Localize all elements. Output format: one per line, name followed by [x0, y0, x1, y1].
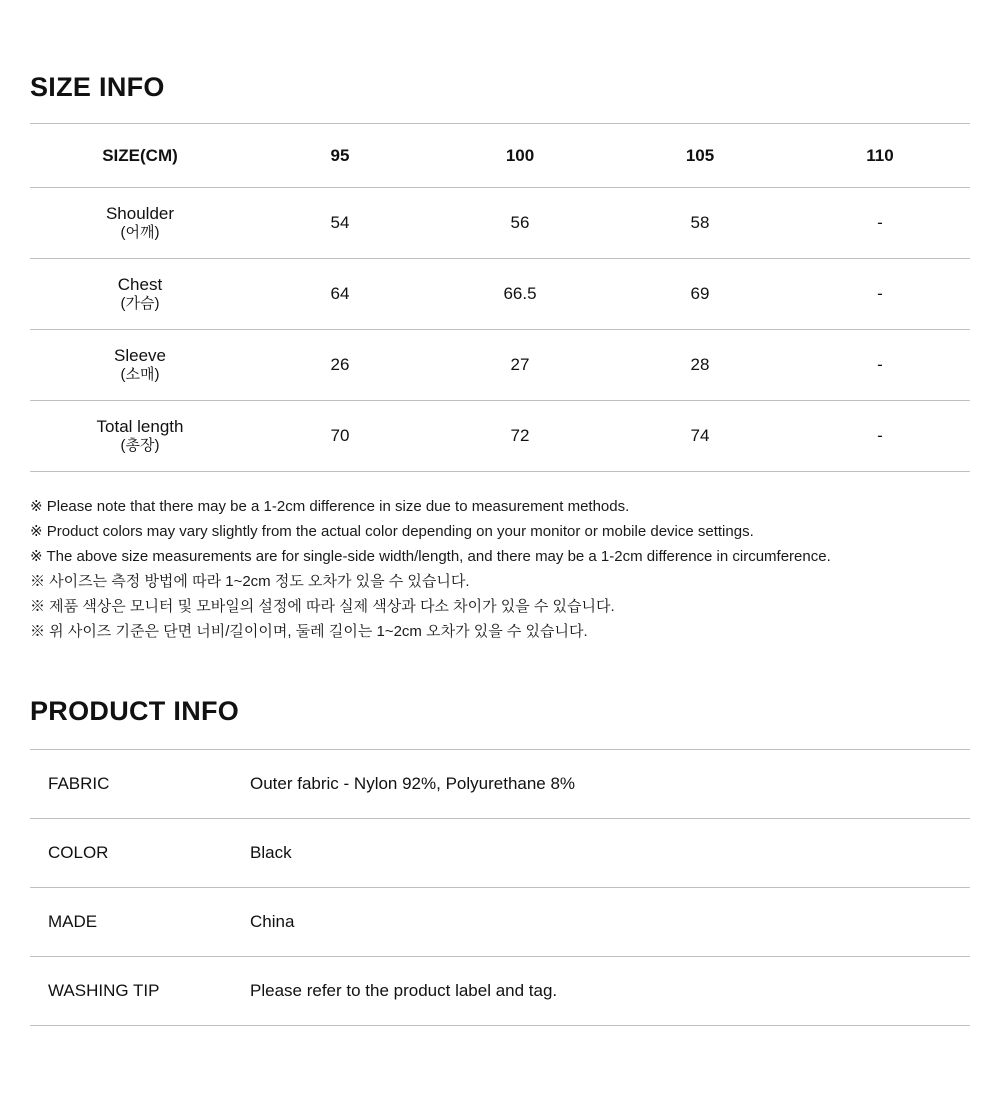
product-info-label-made: MADE — [30, 888, 250, 957]
size-note: ※ 위 사이즈 기준은 단면 너비/길이이며, 둘레 길이는 1~2cm 오차가 있을 수 있습니다. — [30, 623, 588, 640]
size-note: ※ Product colors may vary slightly from the actual color depending on your monitor or mobile device settings. — [30, 523, 754, 540]
size-row-label-shoulder — [30, 188, 250, 259]
size-table-header-size: SIZE(CM) — [30, 124, 250, 188]
size-cell: 27 — [430, 330, 610, 401]
size-note: ※ The above size measurements are for single-side width/length, and there may be a 1-2cm difference in circumference. — [30, 548, 831, 565]
size-row-label-total-length — [30, 401, 250, 472]
product-info-label-washing-tip: WASHING TIP — [30, 957, 250, 1026]
size-row-label-ko: (어깨) — [120, 224, 160, 242]
product-info-label-color: COLOR — [30, 819, 250, 888]
product-info-heading: PRODUCT INFO — [30, 696, 240, 726]
table-row — [30, 888, 970, 957]
product-info-label-fabric: FABRIC — [30, 750, 250, 819]
size-table — [30, 123, 970, 472]
product-info-value-made: China — [250, 888, 970, 957]
size-cell: 70 — [250, 401, 430, 472]
table-row — [30, 750, 970, 819]
product-info-table — [30, 749, 970, 1026]
size-row-label-en: Shoulder — [105, 204, 175, 223]
table-row — [30, 401, 970, 472]
table-row — [30, 957, 970, 1026]
size-row-label-en: Total length — [96, 417, 184, 436]
size-cell: - — [790, 259, 970, 330]
size-cell: 54 — [250, 188, 430, 259]
size-table-header-100: 100 — [430, 124, 610, 188]
size-table-header-110: 110 — [790, 124, 970, 188]
size-cell: 72 — [430, 401, 610, 472]
size-cell: 74 — [610, 401, 790, 472]
size-note: ※ 사이즈는 측정 방법에 따라 1~2cm 정도 오차가 있을 수 있습니다. — [30, 573, 470, 590]
size-table-header-95: 95 — [250, 124, 430, 188]
size-note: ※ 제품 색상은 모니터 및 모바일의 설정에 따라 실제 색상과 다소 차이가 있을 수 있습니다. — [30, 598, 615, 615]
size-cell: 64 — [250, 259, 430, 330]
size-row-label-ko: (가슴) — [120, 295, 160, 313]
size-cell: 56 — [430, 188, 610, 259]
size-cell: 58 — [610, 188, 790, 259]
size-table-header-row — [30, 124, 970, 188]
product-info-value-washing-tip: Please refer to the product label and tag. — [250, 957, 970, 1026]
size-row-label-sleeve — [30, 330, 250, 401]
product-info-value-color: Black — [250, 819, 970, 888]
size-note: ※ Please note that there may be a 1-2cm difference in size due to measurement methods. — [30, 498, 630, 515]
size-row-label-ko: (총장) — [120, 437, 160, 455]
table-row — [30, 259, 970, 330]
size-row-label-en: Sleeve — [114, 346, 166, 365]
size-notes — [30, 494, 970, 644]
table-row — [30, 188, 970, 259]
size-row-label-en: Chest — [117, 275, 163, 294]
size-cell: 26 — [250, 330, 430, 401]
size-row-label-ko: (소매) — [120, 366, 160, 384]
size-cell: 28 — [610, 330, 790, 401]
product-info-value-fabric: Outer fabric - Nylon 92%, Polyurethane 8% — [250, 750, 970, 819]
size-cell: 69 — [610, 259, 790, 330]
table-row — [30, 819, 970, 888]
size-table-header-105: 105 — [610, 124, 790, 188]
size-row-label-chest — [30, 259, 250, 330]
table-row — [30, 330, 970, 401]
size-cell: 66.5 — [430, 259, 610, 330]
size-cell: - — [790, 330, 970, 401]
size-info-heading: SIZE INFO — [30, 72, 165, 102]
size-cell: - — [790, 401, 970, 472]
size-cell: - — [790, 188, 970, 259]
